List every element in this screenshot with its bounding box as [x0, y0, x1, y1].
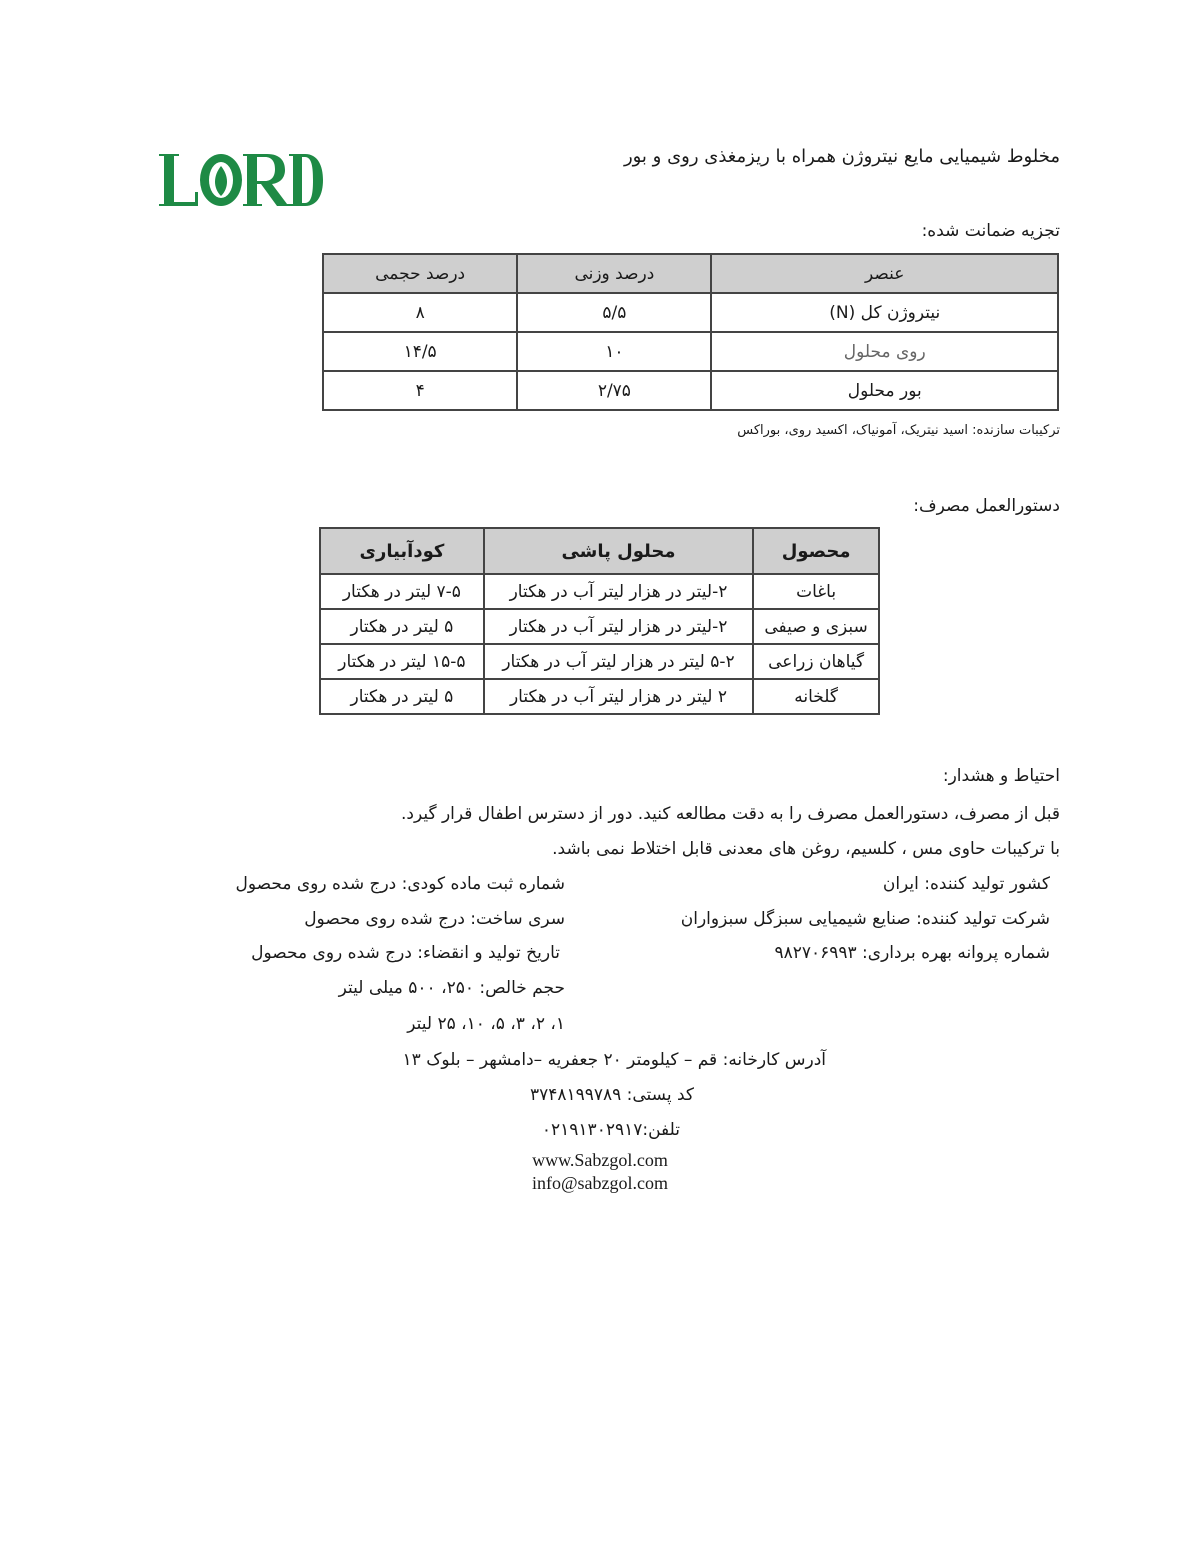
usage-table — [319, 527, 880, 715]
header-product: محصول — [753, 528, 879, 574]
table-row — [323, 293, 1058, 332]
analysis-heading: تجزیه ضمانت شده: — [921, 221, 1060, 241]
cell-spray: ۲-لیتر در هزار لیتر آب در هکتار — [484, 574, 753, 609]
phone-number: تلفن:۰۲۱۹۱۳۰۲۹۱۷ — [541, 1120, 680, 1140]
production-expiry-date: تاریخ تولید و انقضاء: درج شده روی محصول — [251, 943, 560, 963]
cell-weight: ۱۰ — [517, 332, 711, 371]
header-spray: محلول پاشی — [484, 528, 753, 574]
postal-code: کد پستی: ۳۷۴۸۱۹۹۷۸۹ — [529, 1085, 694, 1105]
cell-element: بور محلول — [711, 371, 1058, 410]
cell-weight: ۲/۷۵ — [517, 371, 711, 410]
table-header-row — [320, 528, 879, 574]
cell-fertigation: ۷-۵ لیتر در هکتار — [320, 574, 484, 609]
warning-line-1: قبل از مصرف، دستورالعمل مصرف را به دقت مطالعه کنید. دور از دسترس اطفال قرار گیرد. — [400, 804, 1060, 824]
cell-element: نیتروژن کل (N) — [711, 293, 1058, 332]
ingredients-note: ترکیبات سازنده: اسید نیتریک، آمونیاک، اکسید روی، بوراکس — [737, 423, 1060, 438]
cell-weight: ۵/۵ — [517, 293, 711, 332]
cell-fertigation: ۵ لیتر در هکتار — [320, 609, 484, 644]
batch-number: سری ساخت: درج شده روی محصول — [304, 909, 565, 929]
cell-product: سبزی و صیفی — [753, 609, 879, 644]
cell-volume: ۸ — [323, 293, 517, 332]
header-volume: درصد حجمی — [323, 254, 517, 293]
table-row — [320, 644, 879, 679]
cell-spray: ۵-۲ لیتر در هزار لیتر آب در هکتار — [484, 644, 753, 679]
producer-company: شرکت تولید کننده: صنایع شیمیایی سبزگل سبزواران — [680, 909, 1050, 929]
cell-spray: ۲ لیتر در هزار لیتر آب در هکتار — [484, 679, 753, 714]
cell-product: باغات — [753, 574, 879, 609]
net-volume: حجم خالص: ۲۵۰، ۵۰۰ میلی لیتر — [338, 978, 565, 998]
registration-number: شماره ثبت ماده کودی: درج شده روی محصول — [235, 874, 565, 894]
warning-heading: احتیاط و هشدار: — [942, 766, 1060, 786]
net-volume-liters: ۱، ۲، ۳، ۵، ۱۰، ۲۵ لیتر — [407, 1014, 565, 1034]
cell-fertigation: ۵ لیتر در هکتار — [320, 679, 484, 714]
analysis-table — [322, 253, 1059, 411]
usage-heading: دستورالعمل مصرف: — [913, 496, 1060, 516]
cell-fertigation: ۱۵-۵ لیتر در هکتار — [320, 644, 484, 679]
warning-line-2: با ترکیبات حاوی مس ، کلسیم، روغن های معدنی قابل اختلاط نمی باشد. — [552, 839, 1060, 859]
cell-volume: ۱۴/۵ — [323, 332, 517, 371]
table-row — [320, 679, 879, 714]
header-fertigation: کودآبیاری — [320, 528, 484, 574]
table-row — [323, 371, 1058, 410]
table-row — [323, 332, 1058, 371]
email-link[interactable]: info@sabzgol.com — [531, 1173, 669, 1193]
header-weight: درصد وزنی — [517, 254, 711, 293]
brand-logo — [155, 148, 325, 214]
table-header-row — [323, 254, 1058, 293]
table-row — [320, 574, 879, 609]
cell-product: گیاهان زراعی — [753, 644, 879, 679]
cell-volume: ۴ — [323, 371, 517, 410]
cell-spray: ۲-لیتر در هزار لیتر آب در هکتار — [484, 609, 753, 644]
producer-country: کشور تولید کننده: ایران — [882, 874, 1050, 894]
cell-element: روی محلول — [711, 332, 1058, 371]
product-title: مخلوط شیمیایی مایع نیتروژن همراه با ریزمغذی روی و بور — [623, 146, 1060, 167]
factory-address: آدرس کارخانه: قم – کیلومتر ۲۰ جعفریه –دامشهر – بلوک ۱۳ — [402, 1050, 826, 1070]
table-row — [320, 609, 879, 644]
cell-product: گلخانه — [753, 679, 879, 714]
license-number: شماره پروانه بهره برداری: ۹۸۲۷۰۶۹۹۳ — [774, 943, 1050, 963]
website-link[interactable]: www.Sabzgol.com — [532, 1150, 668, 1170]
header-element: عنصر — [711, 254, 1058, 293]
